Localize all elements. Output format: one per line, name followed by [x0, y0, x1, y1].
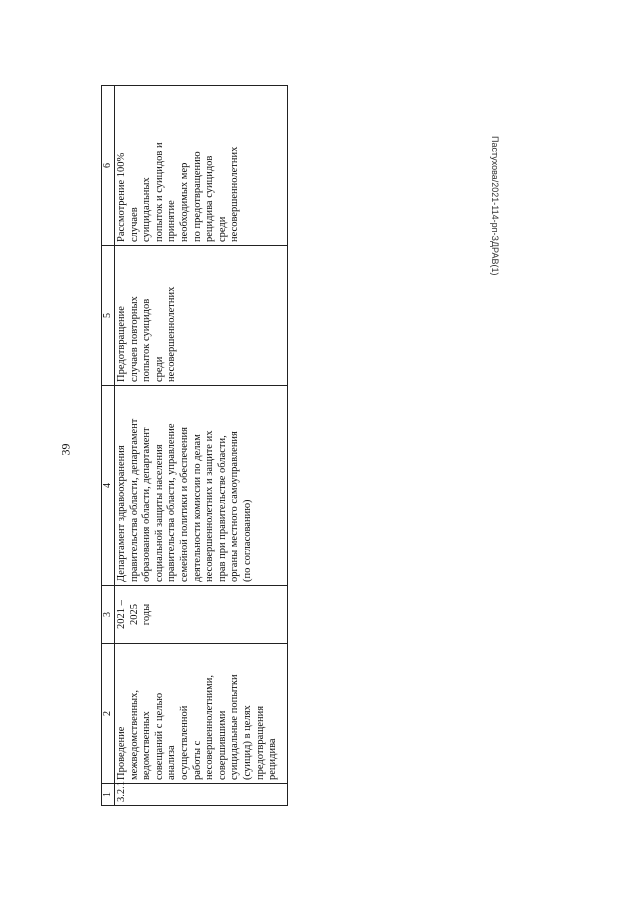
activity-cell: Проведение межведомственных, ведомственных совещаний с целью анализа осуществленной работы с несовершеннолетними, совершившими суицидальные попытки (суицид) в целях предотвращения рецидива: [115, 644, 288, 784]
row-number: 3.2.1: [115, 784, 288, 806]
rotated-table-frame: [101, 86, 281, 806]
header-col-5: 5: [102, 246, 115, 386]
period-cell: 2021 – 2025 годы: [115, 586, 288, 644]
header-col-1: 1: [102, 784, 115, 806]
header-col-6: 6: [102, 86, 115, 246]
indicator-cell: Рассмотрение 100% случаев суицидальных попыток и суицидов и принятие необходимых мер по предотвращению рецидива суицидов среди несовершеннолетних: [115, 86, 288, 246]
header-col-2: 2: [102, 644, 115, 784]
document-code: Пастухова/2021-114-рп-ЗДРАВ(1): [490, 136, 500, 276]
page-number: 39: [58, 443, 73, 456]
header-col-3: 3: [102, 586, 115, 644]
measures-table: [101, 85, 288, 806]
header-row: [102, 86, 115, 806]
executors-cell: Департамент здравоохранения правительства области, департамент образования области, департамент социальной защиты населения правительства области, управление семейной политики и обеспечения деятельности комиссии по делам несовершеннолетних и защите их прав при правительстве области, органы местного самоуправления (по согласованию): [115, 386, 288, 586]
header-col-4: 4: [102, 386, 115, 586]
result-cell: Предотвращение случаев повторных попыток суицидов среди несовершеннолетних: [115, 246, 288, 386]
table-container: [101, 86, 281, 806]
table-row: [115, 86, 288, 806]
